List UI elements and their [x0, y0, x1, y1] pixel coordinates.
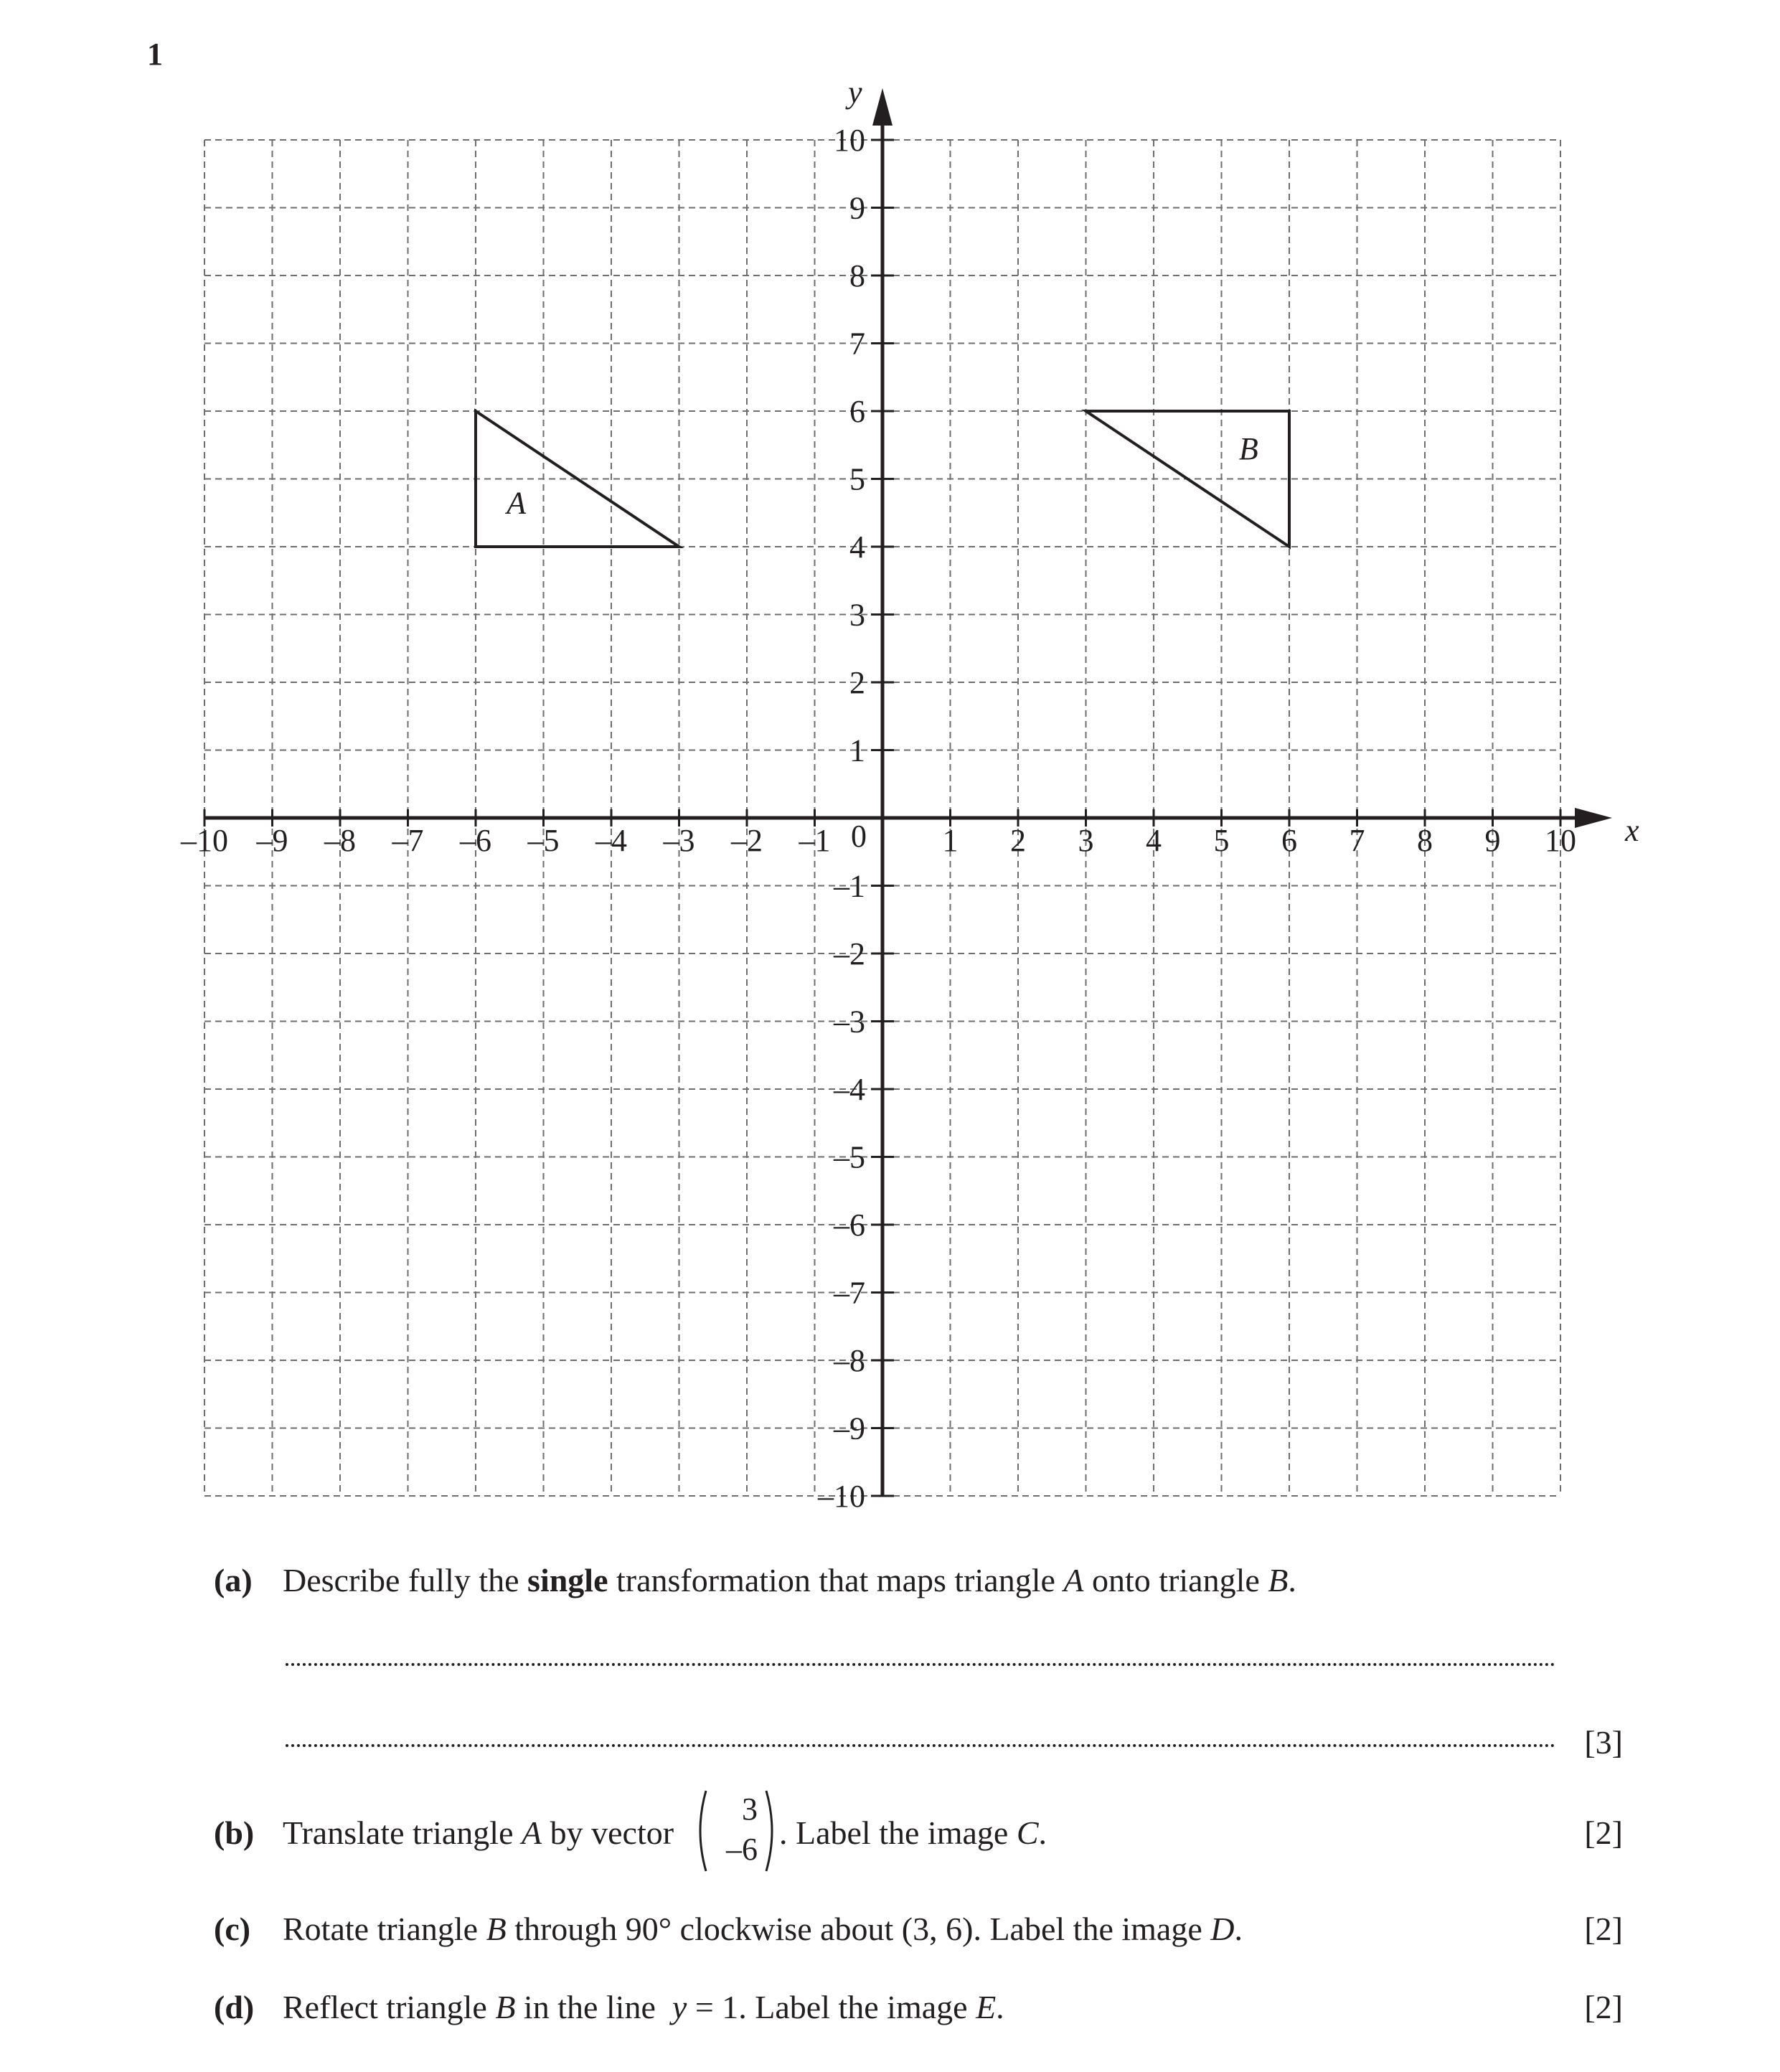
y-tick-label: –2 [834, 936, 865, 971]
vector-top: 3 [742, 1791, 758, 1827]
y-tick-label: 2 [849, 665, 865, 700]
y-tick-label: 4 [849, 529, 865, 565]
part-c-marks: [2] [1584, 1911, 1623, 1947]
y-tick-label: –4 [834, 1072, 865, 1107]
x-tick-label: 5 [1213, 823, 1230, 858]
x-axis-name: x [1625, 813, 1639, 848]
part-b-letter: (b) [214, 1814, 255, 1851]
x-tick-label: –5 [527, 823, 560, 858]
y-tick-label: 5 [849, 461, 865, 497]
x-tick-label: 7 [1349, 823, 1365, 858]
part-d-marks: [2] [1584, 1989, 1623, 2025]
x-tick-label: 6 [1281, 823, 1297, 858]
y-axis-arrow [872, 88, 893, 126]
answer-line-2[interactable] [286, 1744, 1555, 1747]
y-tick-label: 6 [849, 394, 865, 429]
part-b-text: Translate triangle A by vector [283, 1814, 674, 1851]
x-tick-label: –9 [256, 823, 288, 858]
x-tick-label: –8 [324, 823, 356, 858]
y-tick-label: –7 [834, 1275, 865, 1311]
x-tick-label: 1 [942, 823, 959, 858]
x-tick-label: –4 [595, 823, 627, 858]
y-tick-label: 3 [849, 597, 865, 633]
x-tick-label: 9 [1484, 823, 1501, 858]
y-tick-label: –6 [834, 1207, 865, 1243]
x-tick-label: 3 [1078, 823, 1094, 858]
part-b-continued: . Label the image C. [779, 1814, 1047, 1851]
vector-bottom: –6 [726, 1832, 758, 1867]
part-c-text: Rotate triangle B through 90° clockwise about (3, 6). Label the image D. [283, 1911, 1243, 1947]
x-tick-label: –6 [460, 823, 491, 858]
x-tick-label: –3 [663, 823, 695, 858]
triangle-B [1086, 411, 1290, 547]
y-tick-label: 1 [849, 733, 865, 768]
x-tick-label: 2 [1010, 823, 1026, 858]
origin-label: 0 [851, 819, 867, 854]
part-b-marks: [2] [1584, 1814, 1623, 1851]
y-tick-label: 10 [834, 123, 865, 158]
x-tick-label: 4 [1146, 823, 1162, 858]
y-tick-label: 8 [849, 258, 865, 293]
x-tick-label: 10 [1545, 823, 1576, 858]
y-tick-label: –8 [834, 1343, 865, 1378]
y-axis-name: y [848, 75, 862, 110]
triangle-label-B: B [1238, 430, 1258, 466]
part-d-letter: (d) [214, 1989, 255, 2025]
x-tick-label: 8 [1417, 823, 1433, 858]
y-tick-label: –1 [834, 868, 865, 904]
answer-line-1[interactable] [286, 1663, 1555, 1666]
part-a-letter: (a) [214, 1562, 253, 1598]
y-tick-label: –10 [818, 1479, 865, 1514]
part-a-marks: [3] [1584, 1724, 1623, 1761]
x-tick-label: –2 [731, 823, 763, 858]
x-tick-label: –10 [181, 823, 228, 858]
y-tick-label: –3 [834, 1004, 865, 1040]
translation-vector [693, 1788, 779, 1874]
part-d-text: Reflect triangle B in the line y = 1. Label the image E. [283, 1989, 1004, 2025]
part-a-text: Describe fully the single transformation that maps triangle A onto triangle B. [283, 1562, 1296, 1598]
x-tick-label: –7 [392, 823, 424, 858]
y-tick-label: –9 [834, 1411, 865, 1446]
x-axis-arrow [1575, 808, 1612, 828]
part-c-letter: (c) [214, 1911, 251, 1947]
y-tick-label: 9 [849, 190, 865, 226]
triangle-label-A: A [507, 485, 527, 521]
y-tick-label: –5 [834, 1139, 865, 1175]
x-tick-label: –1 [799, 823, 831, 858]
question-number: 1 [147, 37, 163, 72]
y-tick-label: 7 [849, 326, 865, 362]
